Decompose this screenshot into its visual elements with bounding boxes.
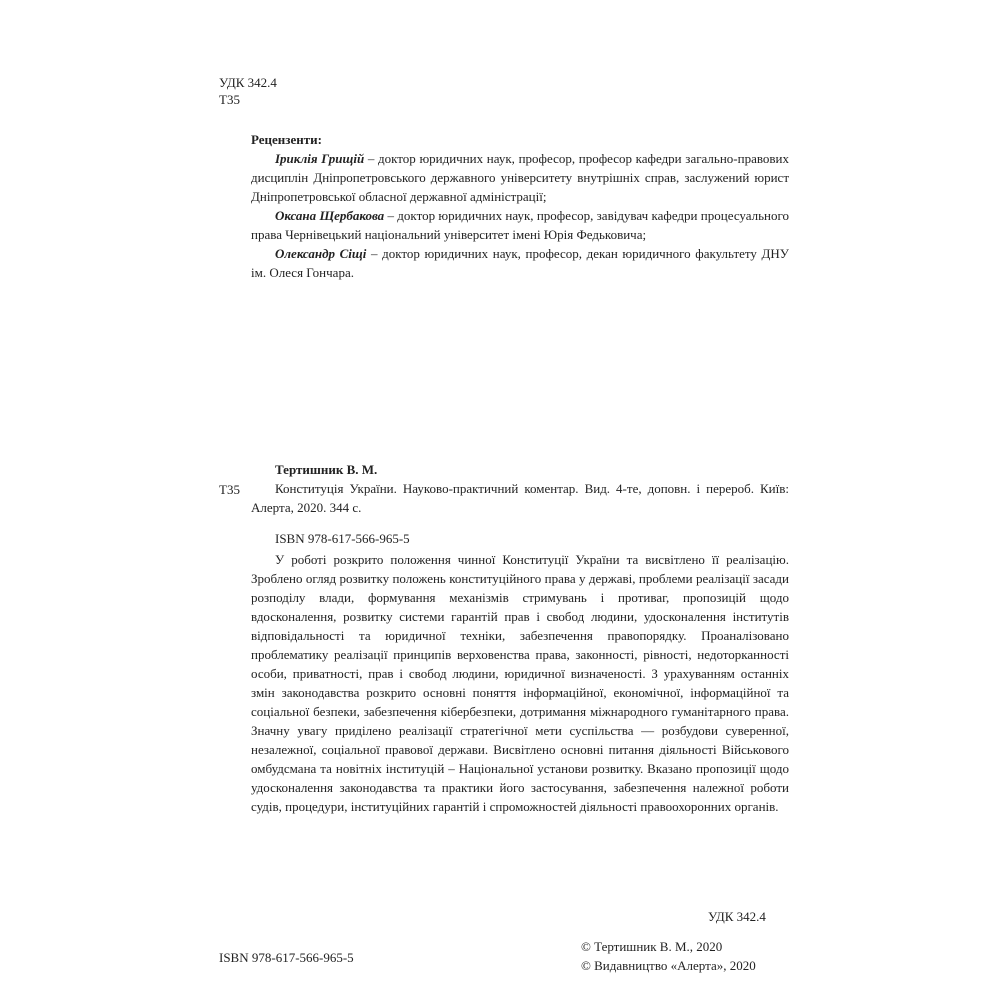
reviewer-entry [251, 244, 789, 282]
top-classification-codes [219, 74, 277, 108]
reviewer-description: – доктор юридичних наук, професор, професор кафедри загально-правових дисциплін Дніпропетровського державного університету внутрішніх справ, заслужений юрист Дніпропетровської обласної державної адміністрації; [251, 151, 790, 204]
bbk-code: Т35 [219, 92, 240, 107]
reviewer-name: Оксана Щербакова [275, 208, 385, 223]
book-abstract: У роботі розкрито положення чинної Конституції України та висвітлено її реалізацію. Зроблено огляд розвитку положень конституційного права у державі, проблеми реалізації засади розподілу влади, формування механізмів стримувань і противаг, пропозицій щодо вдосконалення, розвитку системи гарантій прав і свобод людини, удосконалення інститутів відповідальності та юридичної техніки, забезпечення правопорядку. Проаналізовано проблематику реалізації принципів верховенства права, законності, рівності, недоторканності особи, приватності, прав і свобод людини, юридичної визначеності. З урахуванням останніх змін законодавства розкрито основні поняття інформаційної, економічної, інформаційної та соціальної безпеки, забезпечення кібербезпеки, дотримання міжнародного гуманітарного права. Значну увагу приділено реалізації стратегічної мети суспільства — розбудови суверенної, незалежної, соціальної правової держави. Висвітлено основні питання діяльності Військового омбудсмана та новітніх інституцій – Національної установи розвитку. Вказано пропозиції щодо удосконалення законодавства та практики його застосування, забезпечення належної роботи судів, процедури, інституційних гарантій і спроможностей діяльності правоохоронних органів. [251, 552, 789, 814]
bottom-udk-code: УДК 342.4 [708, 909, 766, 924]
copyright-block [581, 937, 756, 975]
reviewer-name: Іриклія Грищій [275, 151, 365, 166]
reviewers-heading: Рецензенти: [251, 132, 322, 147]
catalog-record [251, 460, 789, 548]
bottom-isbn: ISBN 978-617-566-965-5 [219, 950, 354, 965]
book-author: Тертишник В. М. [275, 462, 378, 477]
udk-code: УДК 342.4 [219, 75, 277, 90]
copyright-author: © Тертишник В. М., 2020 [581, 939, 723, 954]
reviewer-entry [251, 149, 789, 206]
reviewer-description: – доктор юридичних наук, професор, декан юридичного факультету ДНУ ім. Олеся Гончара. [251, 246, 789, 280]
reviewers-section [251, 130, 789, 282]
reviewer-entry [251, 206, 789, 244]
copyright-publisher: © Видавництво «Алерта», 2020 [581, 958, 756, 973]
book-description: Конституція України. Науково-практичний коментар. Вид. 4-те, доповн. і перероб. Київ: Алерта, 2020. 344 с. [251, 481, 789, 515]
catalog-isbn: ISBN 978-617-566-965-5 [275, 531, 410, 546]
reviewer-name: Олександр Сіщі [275, 246, 367, 261]
reviewer-description: – доктор юридичних наук, професор, завідувач кафедри процесуального права Чернівецький національний університет імені Юрія Федьковича; [251, 208, 790, 242]
cip-code: Т35 [219, 482, 240, 497]
